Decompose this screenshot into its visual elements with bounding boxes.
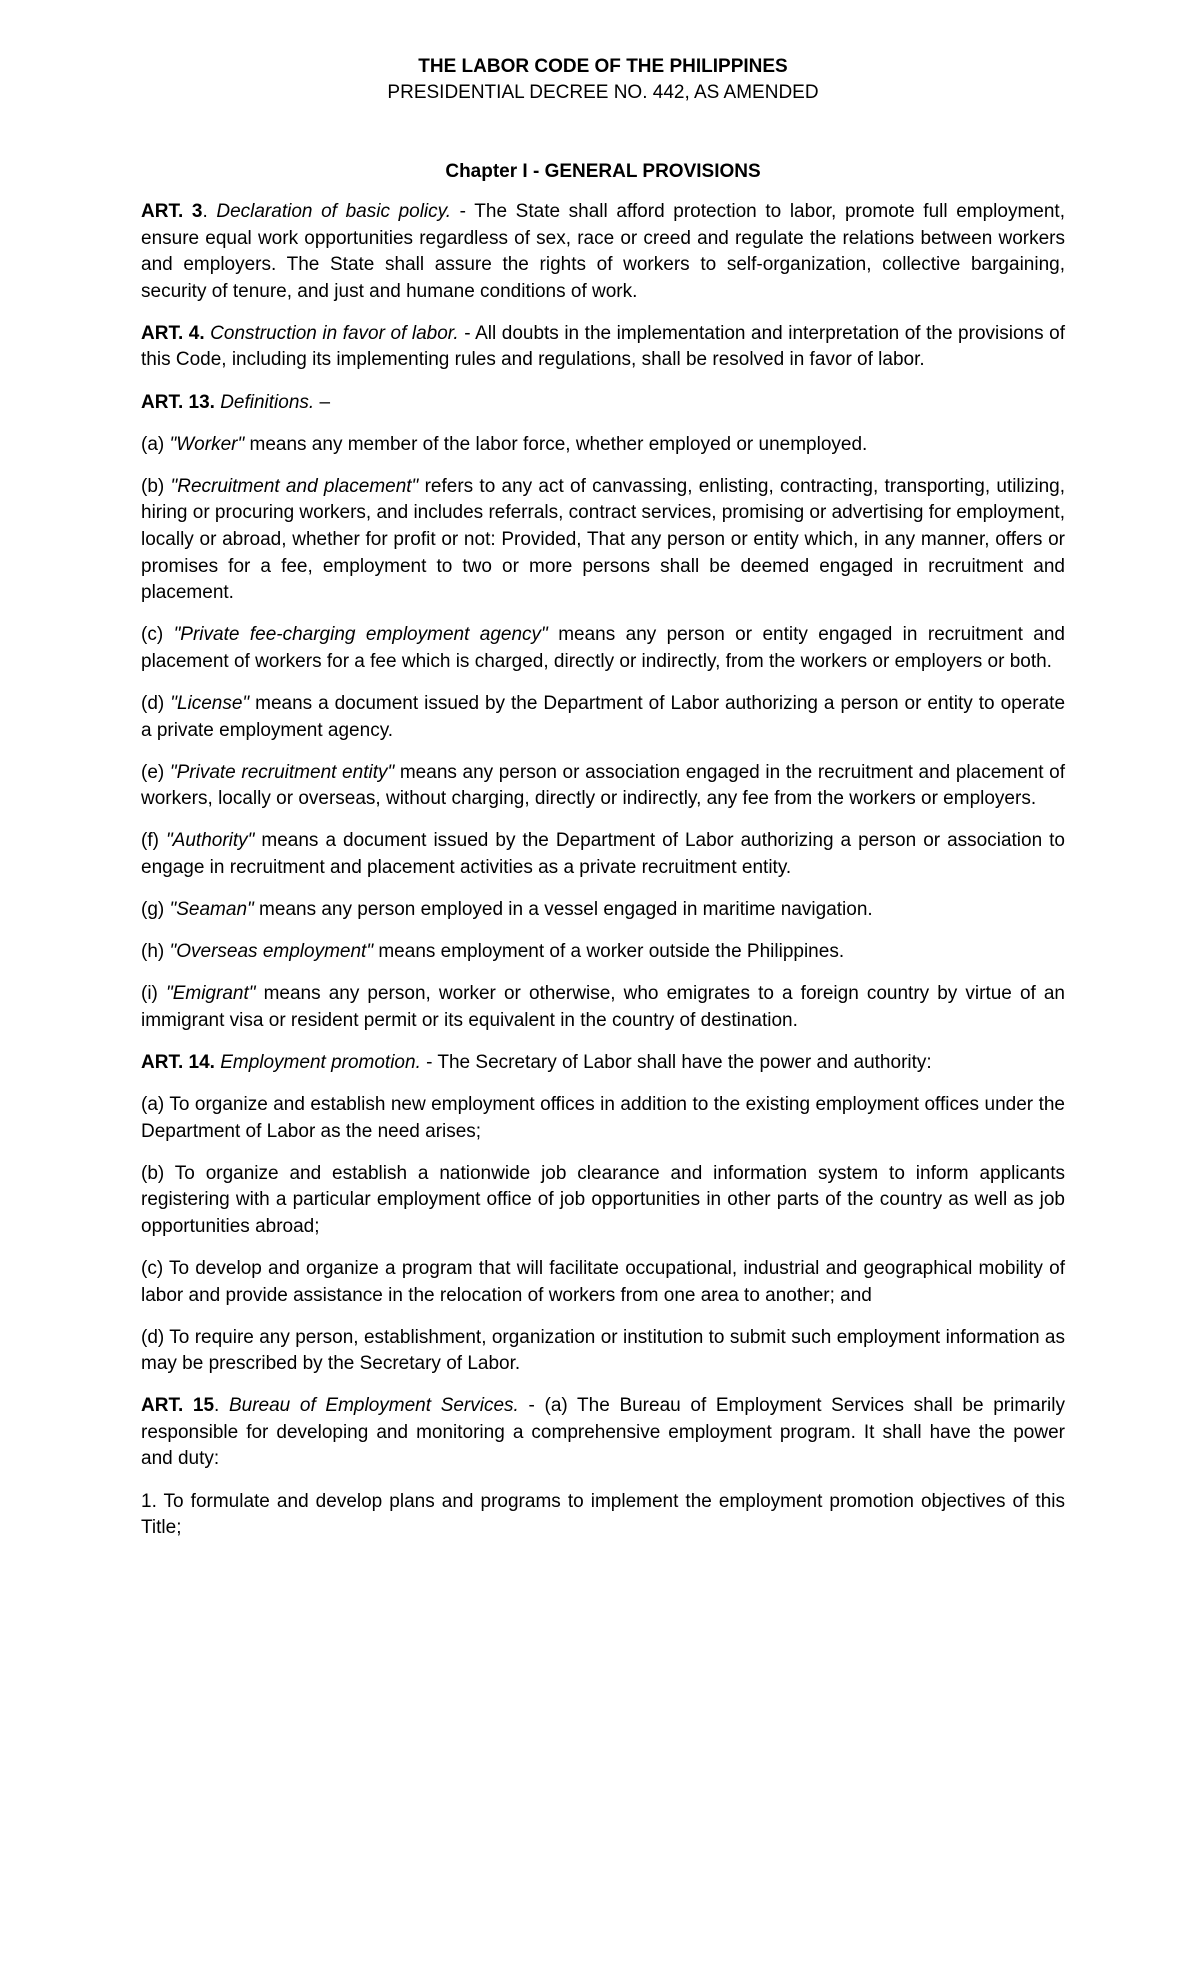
defined-term: "Emigrant" [165, 983, 256, 1005]
article-number: ART. 14. [141, 1051, 215, 1073]
definition-item [141, 828, 1065, 881]
defined-term: "Recruitment and placement" [170, 475, 419, 497]
article-14 [141, 1050, 1065, 1077]
definition-item [141, 897, 1065, 924]
article-3 [141, 199, 1065, 305]
item-text: means a document issued by the Department of Labor authorizing a person or association to engage in recruitment and placement activities as a private recruitment entity. [141, 830, 1065, 878]
item-label: (g) [141, 898, 170, 920]
item-label: (f) [141, 830, 166, 852]
article-separator: . [214, 1395, 229, 1417]
article-heading: Employment promotion. [214, 1051, 421, 1073]
article-heading: Declaration of basic policy. [216, 201, 452, 222]
definition-item [141, 691, 1065, 744]
list-item: 1. To formulate and develop plans and programs to implement the employment promotion objectives of this Title; [141, 1490, 1065, 1539]
article-heading: Construction in favor of labor. [204, 322, 459, 344]
document-header [141, 54, 1065, 106]
defined-term: "Private fee-charging employment agency" [173, 624, 548, 646]
article-number: ART. 15 [141, 1395, 215, 1417]
definition-item [141, 622, 1065, 675]
article-text: - The State shall afford protection to labor, promote full employment, ensure equal work opportunities regardless of sex, race or creed and regulate the relations between workers and employers. The State shall assure the rights of workers to self-organization, collective bargaining, security of tenure, and just and humane conditions of work. [141, 201, 1065, 302]
document-subtitle: PRESIDENTIAL DECREE NO. 442, AS AMENDED [387, 82, 819, 103]
article-text: - All doubts in the implementation and interpretation of the provisions of this Code, including its implementing rules and regulations, shall be resolved in favor of labor. [141, 322, 1065, 371]
item-label: (i) [141, 983, 166, 1005]
item-text: means any person or association engaged in the recruitment and placement of workers, locally or overseas, without charging, directly or indirectly, any fee from the workers or employers. [141, 761, 1066, 810]
item-text: means employment of a worker outside the Philippines. [373, 941, 845, 963]
item-text: means any person or entity engaged in recruitment and placement of workers for a fee which is charged, directly or indirectly, from the workers or employers or both. [141, 624, 1066, 672]
item-label: (e) [141, 761, 170, 783]
article-15 [141, 1393, 1065, 1473]
article-text: - The Secretary of Labor shall have the power and authority: [420, 1051, 932, 1073]
chapter-heading: Chapter I - GENERAL PROVISIONS [445, 161, 761, 182]
item-label: (a) [141, 433, 170, 455]
defined-term: "Overseas employment" [169, 941, 374, 963]
document-title: THE LABOR CODE OF THE PHILIPPINES [418, 56, 788, 77]
article-heading: Bureau of Employment Services. [228, 1395, 519, 1417]
article-4 [141, 321, 1065, 374]
article-13 [141, 390, 1065, 417]
defined-term: "Authority" [165, 830, 255, 852]
item-text: means any person, worker or otherwise, who emigrates to a foreign country by virtue of an immigrant visa or resident permit or its equivalent in the country of destination. [141, 983, 1066, 1031]
list-item: (a) To organize and establish new employment offices in addition to the existing employment offices under the Department of Labor as the need arises; [141, 1093, 1065, 1142]
article-text: – [314, 391, 331, 413]
item-text: means any person employed in a vessel engaged in maritime navigation. [253, 898, 873, 920]
article-heading: Definitions. [214, 391, 315, 413]
list-item: (d) To require any person, establishment, organization or institution to submit such employment information as may be prescribed by the Secretary of Labor. [141, 1326, 1065, 1375]
defined-term: "Private recruitment entity" [169, 761, 395, 783]
list-item: (b) To organize and establish a nationwide job clearance and information system to inform applicants registering with a particular employment office of job opportunities in other parts of the country as well as job opportunities abroad; [141, 1162, 1065, 1237]
item-text: means a document issued by the Department of Labor authorizing a person or entity to operate a private employment agency. [141, 692, 1066, 741]
item-label: (d) [141, 692, 171, 714]
item-text: means any member of the labor force, whether employed or unemployed. [244, 433, 868, 455]
article-separator: . [202, 201, 217, 222]
item-label: (c) [141, 624, 174, 646]
article-number: ART. 3 [141, 201, 203, 222]
list-item: (c) To develop and organize a program that will facilitate occupational, industrial and geographical mobility of labor and provide assistance in the relocation of workers from one area to another; and [141, 1257, 1065, 1306]
definition-item [141, 474, 1065, 607]
item-label: (h) [141, 941, 170, 963]
definition-item [141, 432, 1065, 459]
article-number: ART. 13. [141, 391, 215, 413]
article-number: ART. 4. [141, 322, 205, 344]
definition-item [141, 939, 1065, 966]
item-label: (b) [141, 475, 171, 497]
defined-term: "Worker" [169, 433, 245, 455]
article-text: - (a) The Bureau of Employment Services shall be primarily responsible for developing and monitoring a comprehensive employment program. It shall have the power and duty: [141, 1395, 1065, 1470]
defined-term: "Seaman" [169, 898, 254, 920]
defined-term: "License" [170, 692, 250, 714]
definition-item [141, 760, 1065, 813]
definition-item [141, 981, 1065, 1034]
item-text: refers to any act of canvassing, enlisting, contracting, transporting, utilizing, hiring or procuring workers, and includes referrals, contract services, promising or advertising for employment, locally or abroad, whether for profit or not: Provided, That any person or entity which, in any manner, offers or promises for a fee, employment to two or more persons shall be deemed engaged in recruitment and placement. [141, 475, 1066, 604]
